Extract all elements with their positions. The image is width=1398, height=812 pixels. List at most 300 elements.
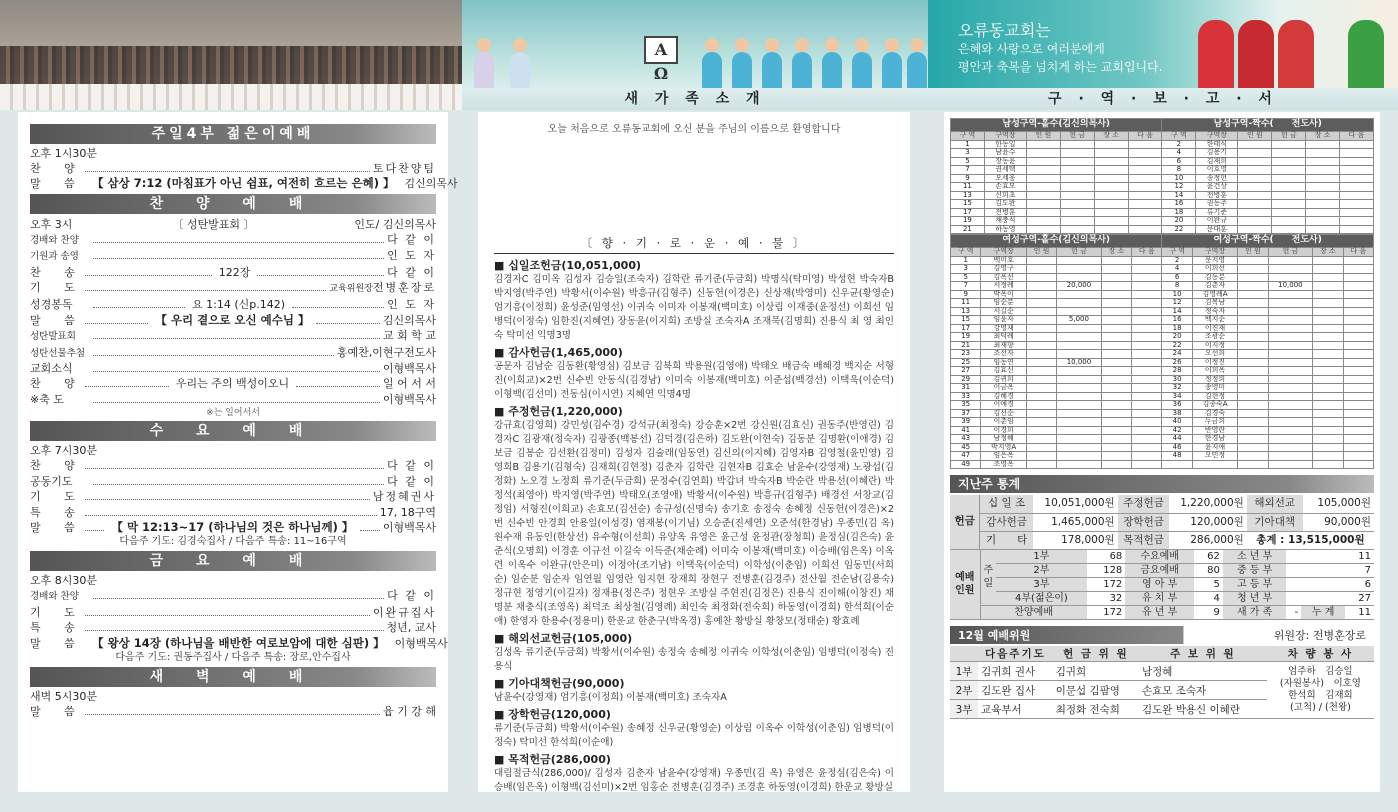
district-next	[1132, 290, 1162, 299]
youth-order-leader: 토다찬양팀	[372, 162, 436, 175]
district-leader: 김영구	[981, 265, 1026, 274]
district-offering	[1272, 183, 1306, 192]
stat-label: 목적헌금	[1118, 531, 1170, 549]
district-leader: 임순분	[981, 299, 1026, 308]
district-number: 9	[951, 174, 985, 183]
stat-label: 기아대책	[1247, 513, 1303, 531]
district-number: 1	[951, 140, 985, 149]
stat-value: 90,000원	[1303, 513, 1374, 531]
district-number: 33	[951, 392, 981, 401]
district-count	[1026, 358, 1056, 367]
district-number: 8	[1162, 282, 1192, 291]
attendance-value: 5	[1194, 577, 1223, 591]
praise-order-leader: 교 회 학 교	[383, 329, 436, 343]
district-leader: 김용기	[1196, 149, 1238, 158]
district-next	[1343, 426, 1373, 435]
friday-order-leader: 이형백목사	[394, 636, 448, 650]
district-next	[1343, 341, 1373, 350]
district-number: 28	[1162, 367, 1192, 376]
wednesday-order-row	[30, 458, 436, 473]
district-next	[1343, 367, 1373, 376]
district-next	[1128, 225, 1162, 234]
district-leader: 김현정	[1192, 392, 1237, 401]
table-row	[951, 282, 1374, 291]
district-count	[1238, 409, 1268, 418]
district-place	[1313, 460, 1343, 469]
praise-order-leader: 김신의목사	[382, 313, 436, 327]
new-family-title: 새 가 족 소 개	[462, 88, 928, 110]
attendance-label: 찬양예배	[980, 605, 1087, 619]
district-leader: 오민정	[1192, 452, 1237, 461]
district-leader: 윤지애	[1192, 443, 1237, 452]
district-number: 37	[951, 409, 981, 418]
stat-value: 178,000원	[1033, 531, 1118, 549]
district-number: 13	[951, 307, 981, 316]
district-count	[1026, 409, 1056, 418]
district-leader: 김선순	[981, 409, 1026, 418]
offering-category: ■ 십일조헌금(10,051,000)	[494, 259, 641, 272]
district-offering	[1268, 460, 1313, 469]
table-row	[951, 166, 1374, 175]
district-place	[1094, 200, 1128, 209]
praise-order-label: 찬 송	[30, 265, 85, 279]
district-place	[1101, 290, 1131, 299]
district-number: 2	[1162, 256, 1192, 265]
district-place	[1306, 157, 1340, 166]
district-offering	[1268, 452, 1313, 461]
district-count	[1238, 435, 1268, 444]
table-row	[951, 401, 1374, 410]
dot-leader	[85, 468, 384, 469]
district-leader: 임은옥	[981, 452, 1026, 461]
district-offering	[1057, 452, 1102, 461]
wednesday-order-leader: 다 같 이	[387, 474, 436, 488]
district-place	[1313, 367, 1343, 376]
column-header: 다 음	[1340, 132, 1374, 141]
district-offering	[1272, 174, 1306, 183]
committee-column-header: 차 량 봉 사	[1267, 646, 1374, 662]
dot-leader	[93, 258, 384, 259]
offering-list	[494, 258, 894, 795]
district-place	[1094, 149, 1128, 158]
offering-category: ■ 장학헌금(120,000)	[494, 708, 611, 721]
district-place	[1313, 443, 1343, 452]
district-offering	[1268, 333, 1313, 342]
stat-label: 해외선교	[1247, 495, 1303, 513]
district-leader: 김경숙	[1192, 409, 1237, 418]
praise-time: 오후 3시	[30, 217, 73, 231]
district-place	[1313, 307, 1343, 316]
district-next	[1343, 358, 1373, 367]
committee-cell: 남정혜	[1139, 662, 1267, 681]
praise-order-leader: 일 어 서 서	[383, 377, 437, 391]
district-next	[1128, 191, 1162, 200]
column-header: 다 음	[1343, 248, 1373, 257]
attendance-value: 7	[1286, 563, 1374, 577]
stat-label: 주정헌금	[1118, 495, 1170, 513]
district-number: 30	[1162, 375, 1192, 384]
district-count	[1238, 350, 1268, 359]
praise-order-leader: 이형백목사	[382, 392, 436, 406]
district-next	[1128, 149, 1162, 158]
district-next	[1343, 307, 1373, 316]
district-next	[1343, 324, 1373, 333]
praise-order-row	[30, 232, 436, 248]
praise-order-label: 경배와 찬양	[30, 234, 79, 246]
youth-time: 오후 1시30분	[30, 147, 97, 160]
district-leader: 류기준	[1196, 208, 1238, 217]
district-number: 21	[951, 225, 985, 234]
youth-order-label: 찬 양	[30, 162, 85, 175]
wednesday-order-row	[30, 474, 436, 489]
district-place	[1101, 299, 1131, 308]
column-header: 구 역	[951, 248, 981, 257]
district-count	[1026, 217, 1060, 226]
praise-order-row	[30, 297, 436, 312]
district-count	[1238, 256, 1268, 265]
praise-header-line	[30, 217, 436, 232]
district-number: 24	[1162, 350, 1192, 359]
district-leader: 김효신	[981, 367, 1026, 376]
district-number: 23	[951, 350, 981, 359]
district-leader: 최재향	[981, 341, 1026, 350]
praise-order-label: 찬 양	[30, 377, 85, 391]
attendance-label: 2부	[996, 563, 1087, 577]
praise-order-detail: 122장	[218, 265, 251, 279]
district-offering	[1057, 443, 1102, 452]
district-count	[1026, 426, 1056, 435]
total-value: 11	[1345, 605, 1374, 619]
committee-cell: 3부	[950, 700, 978, 719]
district-number: 16	[1162, 316, 1192, 325]
district-next	[1340, 149, 1374, 158]
district-leader: 조광순	[1192, 333, 1237, 342]
district-place	[1101, 324, 1131, 333]
children-photo	[462, 0, 928, 110]
column-header: 인 원	[1026, 248, 1056, 257]
district-offering: 10,000	[1057, 358, 1102, 367]
column-header: 장 소	[1101, 248, 1131, 257]
district-next	[1343, 460, 1373, 469]
church-banner	[928, 0, 1398, 110]
district-offering	[1057, 333, 1102, 342]
praise-order-row	[30, 361, 436, 376]
district-number: 25	[951, 358, 981, 367]
friday-order-leader: 이완규집사	[372, 605, 436, 619]
column-header: 헌 금	[1272, 132, 1306, 141]
district-next	[1343, 452, 1373, 461]
table-row	[951, 316, 1374, 325]
wednesday-order-leader: 이형백목사	[382, 520, 436, 534]
district-count	[1026, 460, 1056, 469]
district-leader: 송정헌	[1196, 174, 1238, 183]
wednesday-order-row	[30, 520, 436, 535]
district-place	[1306, 183, 1340, 192]
offering-names: 류기준(두금희) 박황서(이수원) 송혜정 신우균(황영순) 이상림 이옥수 이학성(이춘임) 임병덕(이정숙) 탁미선 한석희(이순애)	[494, 723, 894, 748]
district-leader: 오선희	[1192, 350, 1237, 359]
district-place	[1313, 265, 1343, 274]
attendance-label: 중 등 부	[1223, 563, 1287, 577]
dot-leader	[85, 290, 326, 291]
district-offering	[1268, 401, 1313, 410]
district-offering	[1268, 375, 1313, 384]
district-leader: 박옥이	[981, 290, 1026, 299]
district-leader: 하동영	[984, 225, 1026, 234]
women-district-table	[950, 234, 1374, 469]
district-count	[1238, 460, 1268, 469]
committee-cell: 김도완 집사	[978, 681, 1053, 700]
district-next	[1343, 418, 1373, 427]
district-number: 15	[951, 316, 981, 325]
district-number: 20	[1162, 217, 1196, 226]
district-number: 14	[1162, 307, 1192, 316]
district-leader: 백지순	[1192, 316, 1237, 325]
district-next	[1340, 183, 1374, 192]
district-next	[1132, 426, 1162, 435]
district-count	[1238, 225, 1272, 234]
praise-order-label: 기원과 송영	[30, 251, 79, 263]
district-next	[1132, 350, 1162, 359]
stats-title: 지난주 통계	[950, 475, 1374, 493]
district-leader: 이희옥	[1192, 367, 1237, 376]
column-header: 구 역	[1162, 132, 1196, 141]
wednesday-order-row	[30, 505, 436, 520]
district-count	[1026, 282, 1056, 291]
praise-order-row	[30, 280, 436, 297]
district-number: 38	[1162, 409, 1192, 418]
district-offering	[1057, 341, 1102, 350]
district-place	[1101, 316, 1131, 325]
district-next	[1132, 299, 1162, 308]
district-leader: 이진재	[1192, 324, 1237, 333]
district-count	[1238, 375, 1268, 384]
praise-order-leader: 전병훈장로	[372, 281, 436, 295]
district-place	[1306, 208, 1340, 217]
district-offering	[1057, 367, 1102, 376]
district-number: 18	[1162, 208, 1196, 217]
wednesday-order-label: 공동기도	[30, 474, 73, 488]
district-place	[1313, 452, 1343, 461]
district-leader: 김재희	[1196, 157, 1238, 166]
vehicle-service-list: 엄주하 김승일 (자원봉사) 이호영 한석희 김재희 (고척) / (천왕)	[1267, 662, 1374, 719]
district-offering: 20,000	[1057, 282, 1102, 291]
district-offering	[1272, 149, 1306, 158]
praise-leader: 인도/ 김신의목사	[354, 217, 436, 231]
district-offering	[1268, 341, 1313, 350]
district-leader: 권세택	[984, 166, 1026, 175]
district-left-header: 여성구역-홀수(김신의목사)	[951, 235, 1162, 248]
district-count	[1238, 384, 1268, 393]
attendance-value: 4	[1194, 591, 1223, 605]
district-number: 17	[951, 324, 981, 333]
district-count	[1026, 208, 1060, 217]
offering-section-label: 헌금	[950, 495, 980, 549]
offering-names: 대림절금식(286,000)/ 김성자 김춘자 남윤수(강영재) 우종민(김 옥) 유영은 윤정심(김은숙) 이승배(임은옥) 이형백(김선미)×2번 임홍순 전병훈(김경주) 조경훈 하동영(이경희) 한운교 황방실	[494, 768, 894, 793]
district-count	[1026, 174, 1060, 183]
column-header: 장 소	[1094, 132, 1128, 141]
district-next	[1132, 392, 1162, 401]
district-leader: 두금희	[1192, 418, 1237, 427]
service-committee-table	[950, 646, 1374, 720]
district-offering	[1060, 200, 1094, 209]
district-leader: 채충식	[984, 217, 1026, 226]
district-count	[1026, 273, 1056, 282]
youth-order-label: 말 씀	[30, 177, 85, 191]
district-count	[1026, 316, 1056, 325]
district-place	[1101, 256, 1131, 265]
district-next	[1343, 435, 1373, 444]
district-offering	[1268, 316, 1313, 325]
district-next	[1343, 299, 1373, 308]
district-offering	[1060, 217, 1094, 226]
district-place	[1313, 401, 1343, 410]
district-next	[1340, 200, 1374, 209]
dawn-order-leader: 윱 기 강 해	[383, 704, 436, 718]
district-place	[1101, 367, 1131, 376]
district-count	[1026, 384, 1056, 393]
district-leader: 백미호	[981, 256, 1026, 265]
district-count	[1238, 307, 1268, 316]
district-number: 27	[951, 367, 981, 376]
district-place	[1306, 191, 1340, 200]
district-count	[1026, 341, 1056, 350]
praise-order-row	[30, 265, 436, 280]
district-place	[1313, 256, 1343, 265]
offering-title: 〔 향 · 기 · 로 · 운 · 예 · 물 〕	[494, 235, 894, 254]
district-count	[1238, 208, 1272, 217]
district-count	[1238, 367, 1268, 376]
district-next	[1128, 183, 1162, 192]
district-count	[1026, 307, 1056, 316]
district-place	[1101, 265, 1131, 274]
dot-leader	[93, 307, 185, 308]
wednesday-title: 수 요 예 배	[30, 421, 436, 441]
praise-order-row	[30, 392, 436, 407]
table-row	[951, 435, 1374, 444]
district-offering	[1060, 225, 1094, 234]
district-leader: 신희초	[984, 191, 1026, 200]
district-count	[1238, 149, 1272, 158]
attendance-value: 172	[1087, 605, 1126, 619]
stat-value: 10,051,000원	[1033, 495, 1118, 513]
column-header: 구역장	[981, 248, 1026, 257]
dot-leader	[85, 714, 380, 715]
district-leader: 이애경	[981, 401, 1026, 410]
attendance-value: 68	[1087, 550, 1126, 564]
district-number: 13	[951, 191, 985, 200]
district-offering	[1268, 392, 1313, 401]
district-next	[1132, 307, 1162, 316]
district-next	[1132, 367, 1162, 376]
friday-order-label: 말 씀	[30, 636, 85, 650]
district-next	[1132, 282, 1162, 291]
district-leader: 한경남	[1192, 435, 1237, 444]
district-leader: 이희선	[1192, 265, 1237, 274]
dot-leader	[292, 307, 384, 308]
friday-note: 다음주 기도: 권동주집사 / 다음주 특송: 장로,안수집사	[115, 651, 351, 663]
committee-cell: 1부	[950, 662, 978, 681]
district-number: 20	[1162, 333, 1192, 342]
district-number	[1162, 460, 1192, 469]
friday-title: 금 요 예 배	[30, 551, 436, 571]
district-number: 40	[1162, 418, 1192, 427]
table-row	[951, 350, 1374, 359]
district-offering: 5,000	[1057, 316, 1102, 325]
district-place	[1101, 333, 1131, 342]
district-leader: 송영미	[1192, 384, 1237, 393]
offering-category: ■ 주정헌금(1,220,000)	[494, 405, 623, 418]
district-offering	[1272, 225, 1306, 234]
district-next	[1128, 157, 1162, 166]
attendance-label: 고 등 부	[1223, 577, 1287, 591]
district-count	[1238, 273, 1268, 282]
attendance-value: -	[1286, 605, 1301, 619]
district-next	[1128, 140, 1162, 149]
district-next	[1132, 341, 1162, 350]
committee-cell: 최정화 전숙희	[1053, 700, 1139, 719]
district-number: 16	[1162, 200, 1196, 209]
district-next	[1343, 409, 1373, 418]
attendance-label: 4부(젊은이)	[996, 591, 1087, 605]
district-next	[1343, 375, 1373, 384]
district-next	[1132, 460, 1162, 469]
district-offering	[1268, 443, 1313, 452]
district-number: 41	[951, 426, 981, 435]
district-next	[1132, 333, 1162, 342]
district-offering	[1060, 174, 1094, 183]
table-row	[951, 418, 1374, 427]
attendance-section-label: 예배인원	[950, 550, 980, 620]
worship-order-panel	[18, 112, 458, 792]
dawn-order-label: 말 씀	[30, 704, 85, 718]
district-next	[1343, 265, 1373, 274]
praise-order-leader: 인 도 자	[387, 298, 437, 312]
praise-order-row	[30, 376, 436, 391]
district-count	[1026, 149, 1060, 158]
youth-order-row	[30, 161, 436, 176]
district-next	[1128, 217, 1162, 226]
committee-cell: 이문섭 김팜영	[1053, 681, 1139, 700]
district-number: 4	[1162, 265, 1192, 274]
district-count	[1026, 157, 1060, 166]
column-header: 구 역	[951, 132, 985, 141]
church-motto: 은혜와 사랑으로 여러분에게 평안과 축복을 넘치게 하는 교회입니다.	[958, 42, 1163, 74]
district-count	[1026, 392, 1056, 401]
district-number: 9	[951, 290, 981, 299]
district-leader: 김혜경	[981, 392, 1026, 401]
district-offering	[1268, 358, 1313, 367]
district-count	[1238, 282, 1268, 291]
attendance-value: 32	[1087, 591, 1126, 605]
district-place	[1094, 191, 1128, 200]
column-header: 인 원	[1026, 132, 1060, 141]
district-number: 5	[951, 157, 985, 166]
district-count	[1026, 265, 1056, 274]
district-offering	[1057, 460, 1102, 469]
district-place	[1313, 341, 1343, 350]
committee-cell: 손효모 조숙자	[1139, 681, 1267, 700]
committee-column-header: 다음주기도	[978, 646, 1053, 662]
district-place	[1306, 174, 1340, 183]
district-leader: 정숙자	[1192, 307, 1237, 316]
district-offering	[1057, 350, 1102, 359]
committee-cell: 김도완 박용신 이혜란	[1139, 700, 1267, 719]
table-row	[951, 149, 1374, 158]
praise-order-label: 말 씀	[30, 313, 85, 327]
dot-leader	[85, 323, 148, 324]
district-leader: 김동분	[1192, 273, 1237, 282]
friday-order-row	[30, 605, 436, 620]
